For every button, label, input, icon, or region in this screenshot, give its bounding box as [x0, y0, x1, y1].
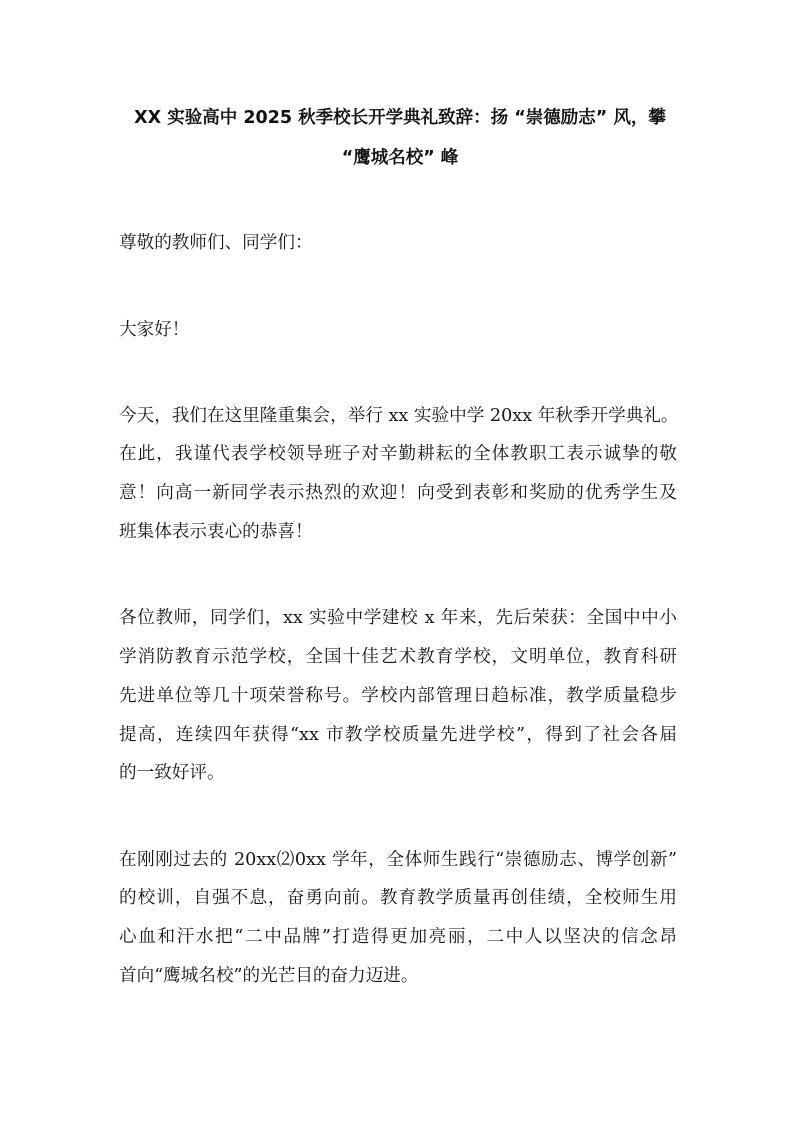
- paragraph-line: 在刚刚过去的 20xx⑵0xx 学年，全体师生践行“崇德励志、博学创新”: [119, 850, 677, 870]
- paragraph-line: 提高，连续四年获得“xx 市教学校质量先进学校”，得到了社会各届: [119, 725, 677, 745]
- paragraph-line: 心血和汗水把“二中品牌”打造得更加亮丽，二中人以坚决的信念昂: [119, 927, 677, 947]
- greeting: 大家好！: [119, 320, 190, 340]
- paragraph-line: 先进单位等几十项荣誉称号。学校内部管理日趋标准，教学质量稳步: [119, 686, 677, 706]
- salutation: 尊敬的教师们、同学们：: [119, 233, 313, 253]
- paragraph-line: 今天，我们在这里隆重集会，举行 xx 实验中学 20xx 年秋季开学典礼。: [119, 406, 679, 426]
- paragraph-line: 意！向高一新同学表示热烈的欢迎！向受到表彰和奖励的优秀学生及: [119, 483, 677, 503]
- document-title-line-2: “鹰城名校” 峰: [341, 148, 459, 168]
- paragraph-line: 学消防教育示范学校，全国十佳艺术教育学校，文明单位，教育科研: [119, 647, 677, 667]
- paragraph-line: 的一致好评。: [119, 763, 225, 783]
- paragraph-line: 首向“鹰城名校”的光芒目的奋力迈进。: [119, 966, 419, 986]
- paragraph-line: 的校训，自强不息，奋勇向前。教育教学质量再创佳绩，全校师生用: [119, 888, 677, 908]
- paragraph-line: 在此，我谨代表学校领导班子对辛勤耕耘的全体教职工表示诚挚的敬: [119, 444, 677, 464]
- paragraph-line: 各位教师，同学们，xx 实验中学建校 x 年来，先后荣获：全国中中小: [119, 608, 677, 628]
- document-title-line-1: XX 实验高中 2025 秋季校长开学典礼致辞：扬 “崇德励志” 风，攀: [134, 108, 666, 128]
- paragraph-line: 班集体表示衷心的恭喜！: [119, 522, 313, 542]
